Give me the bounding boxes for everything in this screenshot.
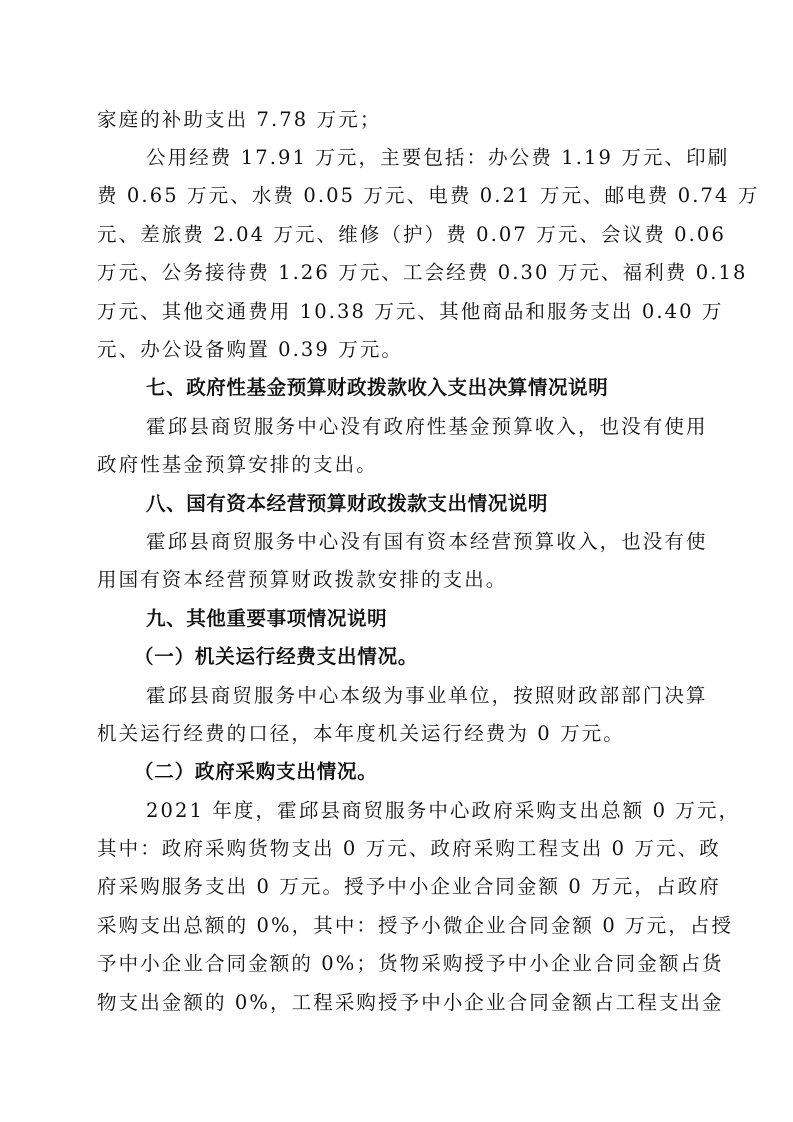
- body-text-line: 府采购服务支出 0 万元。授予中小企业合同金额 0 万元，占政府: [97, 875, 721, 898]
- body-text-line: 元、办公设备购置 0.39 万元。: [97, 338, 404, 361]
- body-text-line: 费 0.65 万元、水费 0.05 万元、电费 0.21 万元、邮电费 0.74 万: [97, 184, 760, 207]
- body-text-line: 霍邱县商贸服务中心没有国有资本经营预算收入，也没有使: [146, 530, 708, 553]
- body-text-line: 万元、公务接待费 1.26 万元、工会经费 0.30 万元、福利费 0.18: [97, 261, 748, 284]
- body-text-line: 用国有资本经营预算财政拨款安排的支出。: [97, 568, 508, 591]
- body-text-line: 霍邱县商贸服务中心没有政府性基金预算收入，也没有使用: [146, 415, 708, 438]
- body-text-line: 2021 年度，霍邱县商贸服务中心政府采购支出总额 0 万元，: [146, 799, 741, 822]
- section-heading-8: 八、国有资本经营预算财政拨款支出情况说明: [146, 492, 549, 515]
- body-text-line: 元、差旅费 2.04 万元、维修（护）费 0.07 万元、会议费 0.06: [97, 223, 726, 246]
- body-text-line: 采购支出总额的 0%，其中：授予小微企业合同金额 0 万元，占授: [97, 914, 734, 937]
- section-heading-7: 七、政府性基金预算财政拨款收入支出决算情况说明: [146, 376, 609, 399]
- section-heading-9: 九、其他重要事项情况说明: [146, 607, 388, 630]
- body-text-line: 霍邱县商贸服务中心本级为事业单位，按照财政部部门决算: [146, 684, 708, 707]
- body-text-line: 公用经费 17.91 万元，主要包括：办公费 1.19 万元、印刷: [146, 146, 730, 169]
- body-text-line: 予中小企业合同金额的 0%；货物采购授予中小企业合同金额占货: [97, 952, 724, 975]
- body-text-line: 机关运行经费的口径，本年度机关运行经费为 0 万元。: [97, 722, 625, 745]
- body-text-line: 万元、其他交通费用 10.38 万元、其他商品和服务支出 0.40 万: [97, 300, 724, 323]
- body-text-line: 其中：政府采购货物支出 0 万元、政府采购工程支出 0 万元、政: [97, 837, 721, 860]
- body-text-line: 政府性基金预算安排的支出。: [97, 453, 378, 476]
- body-text-line: 物支出金额的 0%，工程采购授予中小企业合同金额占工程支出金: [97, 991, 724, 1014]
- body-text-line: 家庭的补助支出 7.78 万元；: [97, 108, 382, 131]
- subsection-heading-2: （二）政府采购支出情况。: [134, 760, 378, 783]
- subsection-heading-1: （一）机关运行经费支出情况。: [134, 645, 419, 668]
